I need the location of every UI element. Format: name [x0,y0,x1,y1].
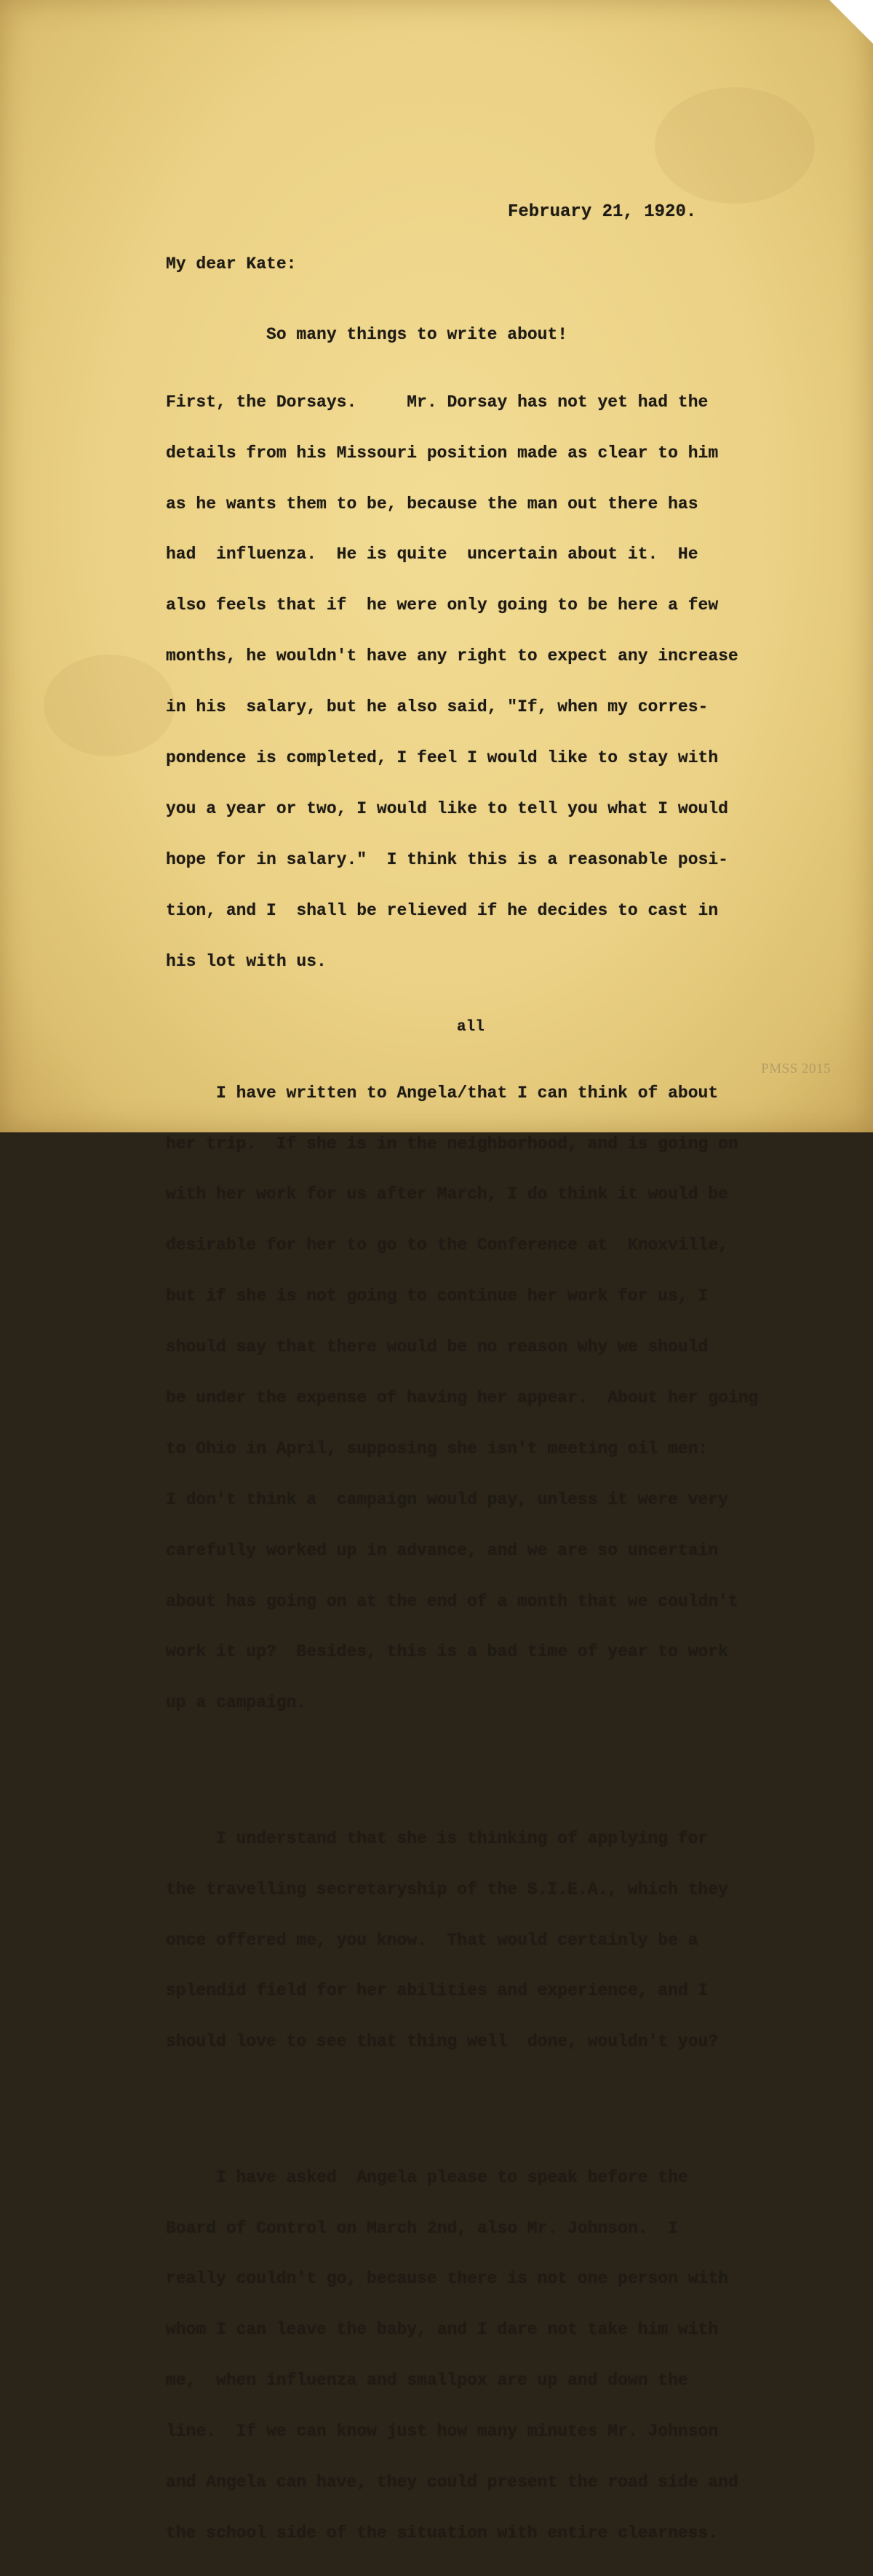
body-line: in his salary, but he also said, "If, when my corres- [166,697,709,717]
body-line: line. If we can know just how many minutes Mr. Johnson [166,2422,719,2441]
body-line: the school side of the situation with entire clearness. [166,2523,719,2543]
body-line: whom I can leave the baby, and I dare not take him with [166,2320,719,2340]
letter-date: February 21, 1920. [508,202,697,222]
body-line: and Angela can have, they could present the road side and [166,2473,738,2492]
body-line: the travelling secretaryship of the S.I.E.A., which they [166,1879,728,1899]
body-line: once offered me, you know. That would certainly be a [166,1930,698,1950]
body-line: as he wants them to be, because the man out there has [166,494,698,513]
body-line: with her work for us after March, I do think it would be [166,1185,728,1204]
body-line: her trip. If she is in the neighborhood, and is going on [166,1134,738,1153]
body-line: but if she is not going to continue her work for us, I [166,1287,709,1306]
body-line: really couldn't go, because there is not one person with [166,2269,728,2289]
body-line: hope for in salary." I think this is a reasonable posi- [166,849,728,869]
body-line: First, the Dorsays. Mr. Dorsay has not yet had the [166,392,709,412]
letter-body [166,292,758,2576]
body-line: details from his Missouri position made as clear to him [166,443,719,463]
body-line: me, when influenza and smallpox are up and down the [166,2371,688,2391]
body-line: Board of Control on March 2nd, also Mr. Johnson. I [166,2218,678,2238]
body-line: also feels that if he were only going to be here a few [166,596,719,615]
paper-stain [44,655,175,756]
body-line: I understand that she is thinking of applying for [166,1828,709,1848]
inserted-word: all [457,1018,485,1036]
body-line: had influenza. He is quite uncertain about it. He [166,545,698,564]
body-line: to Ohio in April, supposing she isn't meeting oil men: [166,1439,709,1458]
body-line: I have asked Angela please to speak before the [166,2167,688,2187]
body-line: his lot with us. [166,951,327,971]
archive-watermark: PMSS 2015 [761,1061,831,1076]
body-line: I have written to Angela/that I can think of about [166,1083,719,1103]
body-line: work it up? Besides, this is a bad time of year to work [166,1642,728,1662]
body-line: splendid field for her abilities and experience, and I [166,1981,709,2001]
body-line: desirable for her to go to the Conference at Knoxville, [166,1236,728,1255]
body-line: should love to see that thing well done, wouldn't you? [166,2032,719,2052]
letter-salutation: My dear Kate: [166,255,297,273]
body-line: you a year or two, I would like to tell you what I would [166,799,728,818]
body-line: be under the expense of having her appear. About her going [166,1388,759,1407]
paragraph-gap [166,2101,758,2118]
body-line: carefully worked up in advance, and we are so uncertain [166,1540,719,1560]
torn-corner [829,0,873,44]
paragraph-gap [166,1763,758,1780]
body-line: months, he wouldn't have any right to expect any increase [166,647,738,666]
paper-stain [655,87,815,204]
body-line: about has going on at the end of a month that we couldn't [166,1591,738,1611]
body-line: should say that there would be no reason why we should [166,1337,709,1357]
body-line: up a campaign. [166,1693,307,1713]
body-line: tion, and I shall be relieved if he decides to cast in [166,900,719,920]
body-line: I don't think a campaign would pay, unless it were very [166,1489,728,1509]
opening-line: So many things to write about! [166,324,568,344]
body-line: pondence is completed, I feel I would like to stay with [166,748,719,768]
